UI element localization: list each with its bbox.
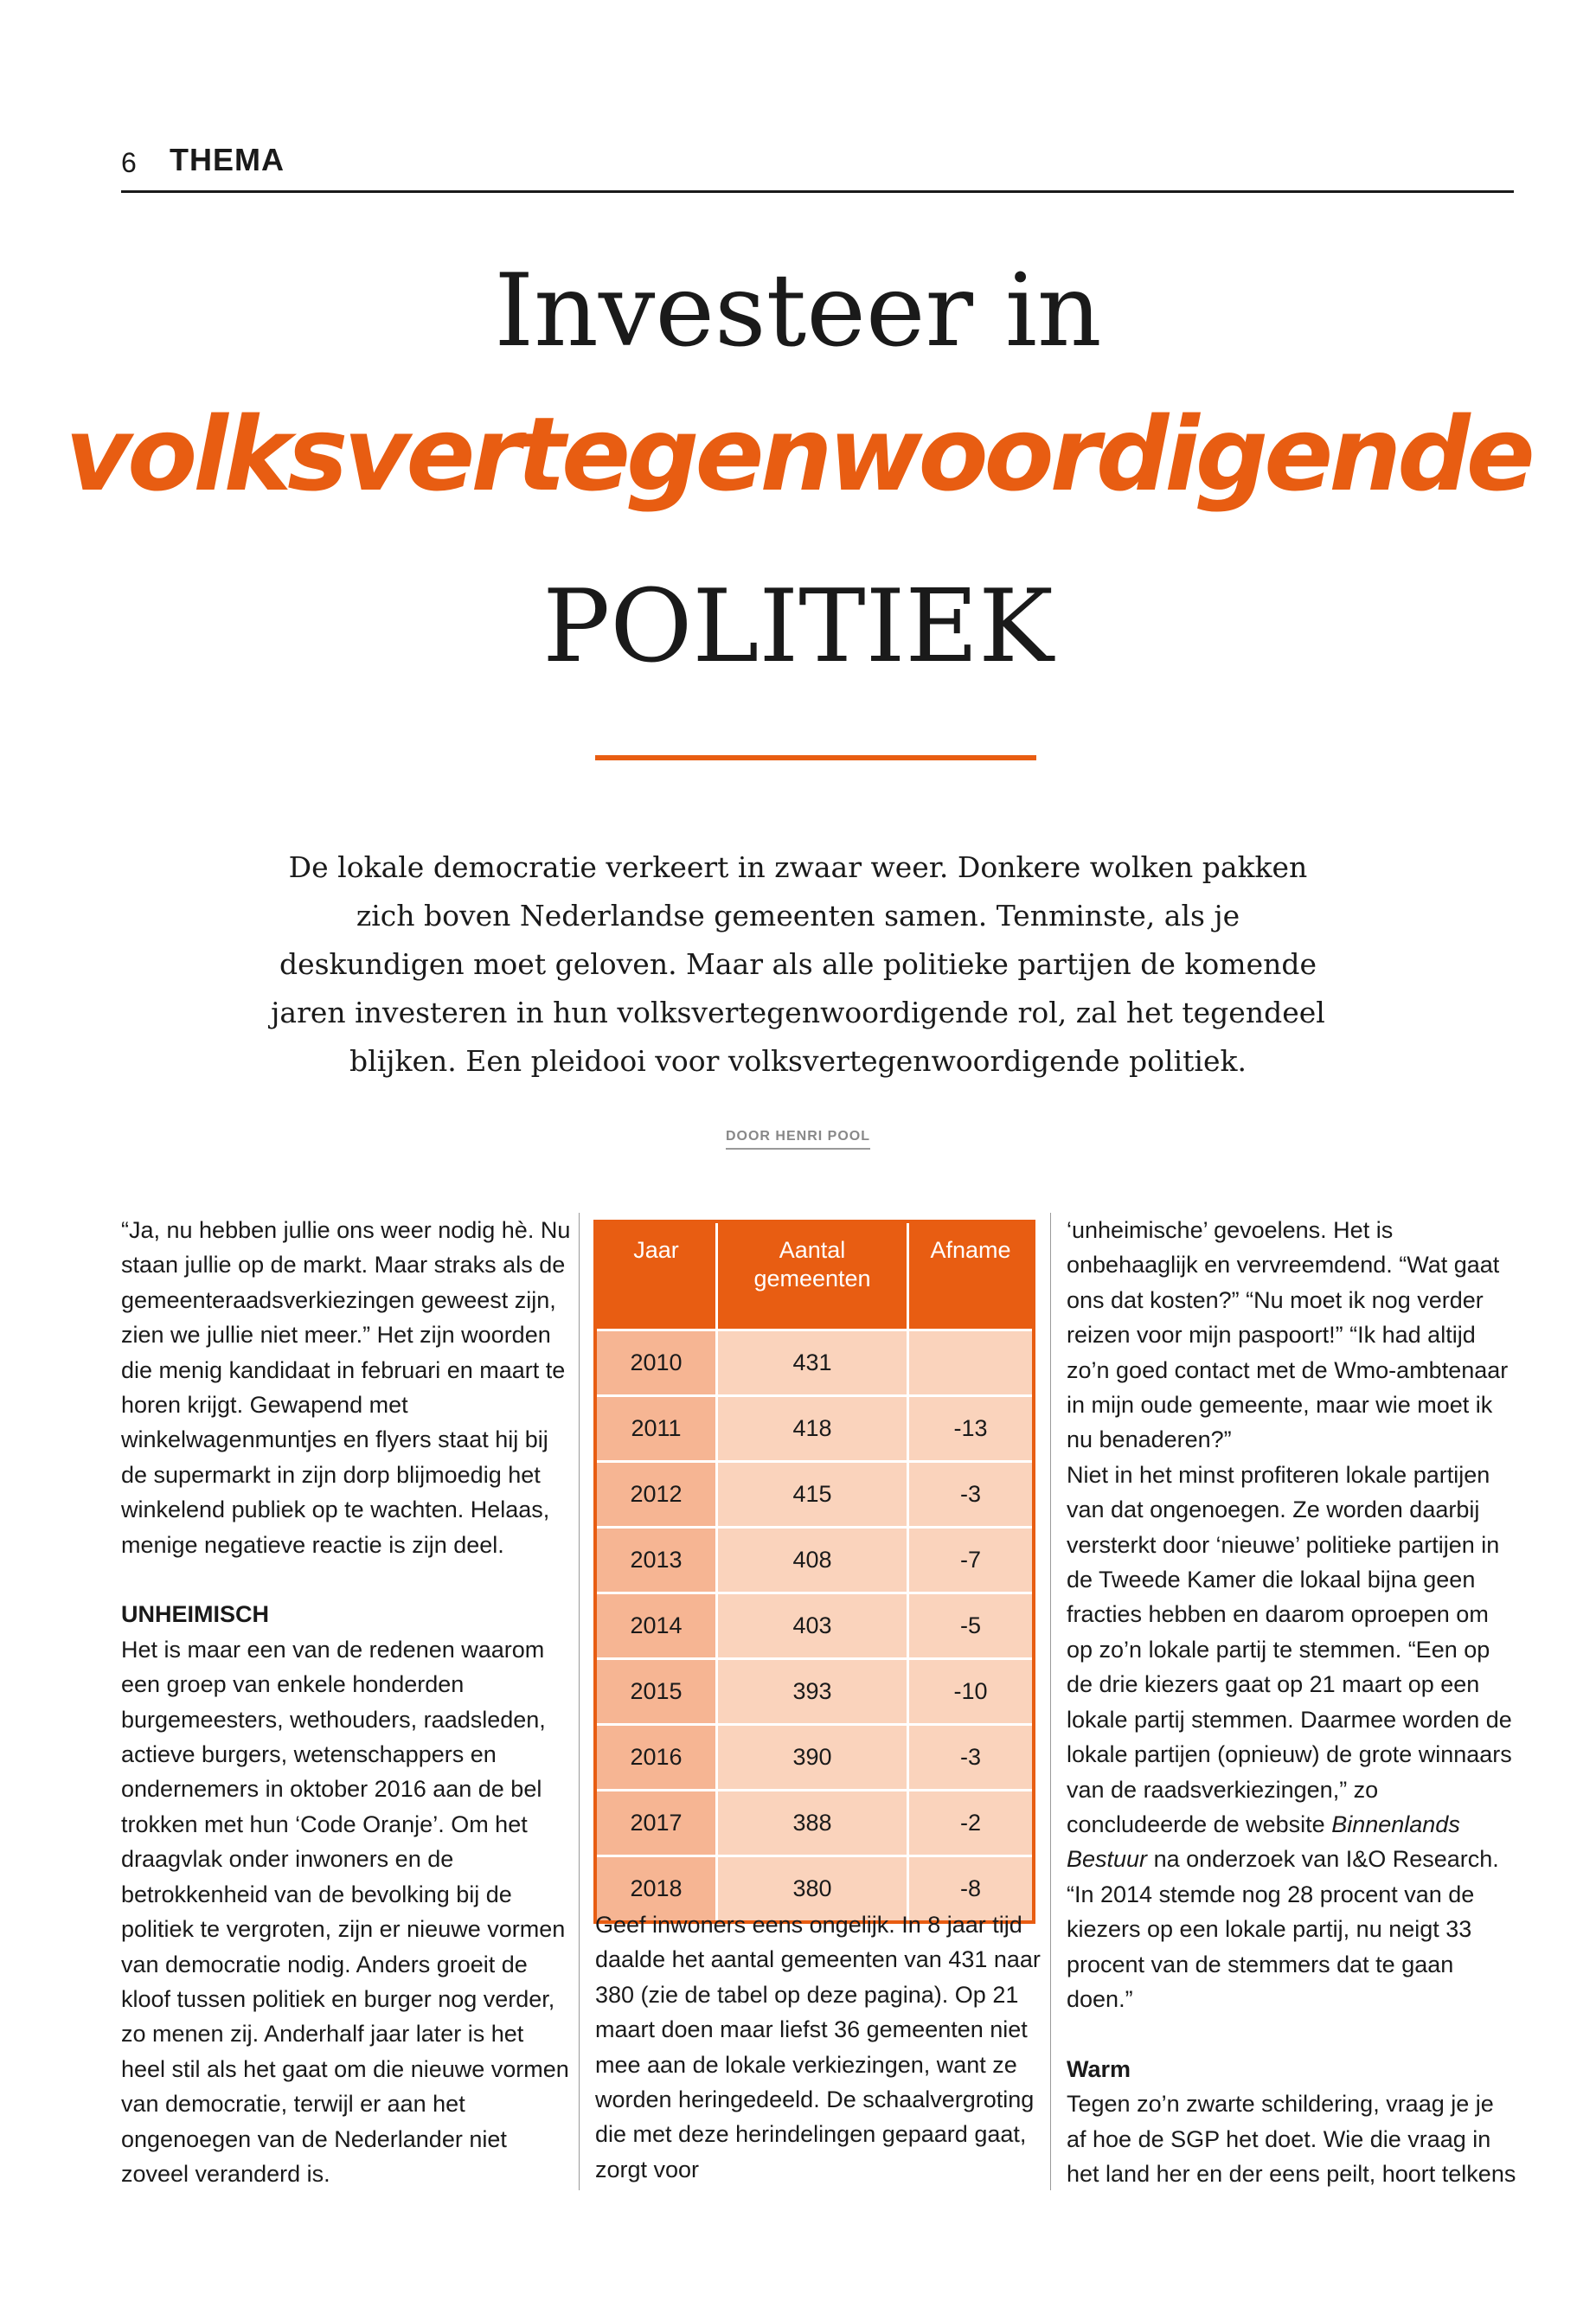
cell-count: 390	[717, 1725, 908, 1791]
column-2-paragraph-1: Geef inwoners eens ongelijk. In 8 jaar tijd daalde het aantal gemeenten van 431 naar 380 (zie de tabel op deze pagina). Op 21 maart doen maar liefst 36 gemeenten niet mee aan de lokale verkiezingen, want ze worden heringedeeld. De schaalvergroting die met deze herindelingen gepaard gaat, zorgt voor	[595, 1912, 1041, 2182]
intro-paragraph: De lokale democratie verkeert in zwaar weer. Donkere wolken pakken zich boven Nederlandse gemeenten samen. Tenminste, als je deskundigen moet geloven. Maar als alle politieke partijen de komende jaren investeren in hun volksvertegenwoordigende rol, zal het tegendeel blijken. Een pleidooi voor volksvertegenwoordigende politiek.	[271, 850, 1325, 1078]
municipalities-table	[593, 1220, 1035, 1924]
cell-year: 2016	[595, 1725, 717, 1791]
table-row	[595, 1791, 1034, 1856]
table-row	[595, 1593, 1034, 1659]
subheading-unheimisch: UNHEIMISCH	[121, 1601, 270, 1628]
cell-count: 418	[717, 1396, 908, 1462]
byline	[0, 1129, 1596, 1150]
cell-year: 2017	[595, 1791, 717, 1856]
cell-year: 2013	[595, 1528, 717, 1593]
section-label: THEMA	[170, 142, 285, 177]
cell-decrease: -3	[908, 1725, 1035, 1791]
cell-year: 2018	[595, 1856, 717, 1923]
column-2	[595, 1907, 1045, 2187]
title-divider	[595, 755, 1036, 760]
column-1	[121, 1213, 571, 2191]
column-3-paragraph-2	[1067, 1458, 1516, 2017]
page-number: 6	[121, 147, 137, 178]
title-line-3: POLITIEK	[542, 568, 1054, 685]
table-row	[595, 1330, 1034, 1396]
header-aantal-gemeenten: Aantal gemeenten	[717, 1221, 908, 1330]
cell-decrease: -10	[908, 1659, 1035, 1725]
cell-count: 415	[717, 1462, 908, 1528]
table-header-row	[595, 1221, 1034, 1330]
cell-count: 393	[717, 1659, 908, 1725]
cell-year: 2011	[595, 1396, 717, 1462]
cell-count: 431	[717, 1330, 908, 1396]
byline-author: DOOR HENRI POOL	[726, 1129, 870, 1150]
cell-year: 2010	[595, 1330, 717, 1396]
cell-decrease: -8	[908, 1856, 1035, 1923]
page-header	[121, 138, 1514, 193]
column-1-paragraph-1: “Ja, nu hebben jullie ons weer nodig hè. Nu staan jullie op de markt. Maar straks als de gemeenteraadsverkiezingen geweest zijn, zien we jullie niet meer.” Het zijn woorden die menig kandidaat in februari en maart te horen krijgt. Gewapend met winkelwagenmuntjes en flyers staat hij bij de supermarkt in zijn dorp blijmoedig het winkelend publiek op te wachten. Helaas, menige negatieve reactie is zijn deel.	[121, 1217, 571, 1558]
cell-decrease	[908, 1330, 1035, 1396]
cell-count: 388	[717, 1791, 908, 1856]
header-afname: Afname	[908, 1221, 1035, 1330]
cell-decrease: -2	[908, 1791, 1035, 1856]
paragraph-text: Niet in het minst profiteren lokale partijen van dat ongenoegen. Ze worden daarbij versterkt door ‘nieuwe’ politieke partijen in de Tweede Kamer die lokaal bijna geen fracties hebben en daarom oproepen om op zo’n lokale partij te stemmen. “Een op de drie kiezers gaat op 21 maart op een lokale partij stemmen. Daarmee worden de lokale partijen (opnieuw) de grote winnaars van de raadsverkiezingen,” zo concludeerde de website	[1067, 1461, 1512, 1837]
table-row	[595, 1659, 1034, 1725]
table-row	[595, 1528, 1034, 1593]
table-row	[595, 1396, 1034, 1462]
column-3-paragraph-1: ‘unheimische’ gevoelens. Het is onbehaaglijk en vervreemdend. “Wat gaat ons dat kosten?” “Nu moet ik nog verder reizen voor mijn paspoort!” “Ik had altijd zo’n goed contact met de Wmo-ambtenaar in mijn oude gemeente, maar wie moet ik nu benaderen?”	[1067, 1217, 1509, 1453]
title-line-2: volksvertegenwoordigende	[65, 394, 1531, 514]
cell-year: 2014	[595, 1593, 717, 1659]
cell-count: 403	[717, 1593, 908, 1659]
cell-count: 408	[717, 1528, 908, 1593]
column-1-paragraph-2: Het is maar een van de redenen waarom een groep van enkele honderden burgemeesters, wethouders, raadsleden, actieve burgers, wetenschappers en ondernemers in oktober 2016 aan de bel trokken met hun ‘Code Oranje’. Om het draagvlak onder inwoners en de betrokkenheid van de bevolking bij de politiek te vergroten, zijn er nieuwe vormen van democratie nodig. Anders groeit de kloof tussen politiek en burger nog verder, zo menen zij. Anderhalf jaar later is het heel stil als het gaat om die nieuwe vormen van democratie, terwijl er aan het ongenoegen van de Nederlander niet zoveel veranderd is.	[121, 1636, 569, 2187]
column-divider-1	[579, 1213, 580, 2190]
cell-decrease: -5	[908, 1593, 1035, 1659]
column-3	[1067, 1213, 1516, 2191]
publication-name: Binnenlands Bestuur	[1067, 1811, 1460, 1873]
cell-decrease: -3	[908, 1462, 1035, 1528]
cell-year: 2015	[595, 1659, 717, 1725]
cell-decrease: -7	[908, 1528, 1035, 1593]
table-row	[595, 1725, 1034, 1791]
cell-year: 2012	[595, 1462, 717, 1528]
subheading-warm: Warm	[1067, 2055, 1131, 2082]
paragraph-text: na onderzoek van I&O Research. “In 2014 stemde nog 28 procent van de kiezers op een lokale partij, nu neigt 33 procent van de stemmers dat te gaan doen.”	[1067, 1846, 1499, 2012]
cell-decrease: -13	[908, 1396, 1035, 1462]
cell-count: 380	[717, 1856, 908, 1923]
table-row	[595, 1462, 1034, 1528]
column-divider-2	[1050, 1213, 1051, 2190]
column-3-paragraph-3: Tegen zo’n zwarte schildering, vraag je je af hoe de SGP het doet. Wie die vraag in het land her en der eens peilt, hoort telkens	[1067, 2091, 1516, 2187]
title-line-1: Investeer in	[494, 253, 1102, 369]
header-jaar: Jaar	[595, 1221, 717, 1330]
